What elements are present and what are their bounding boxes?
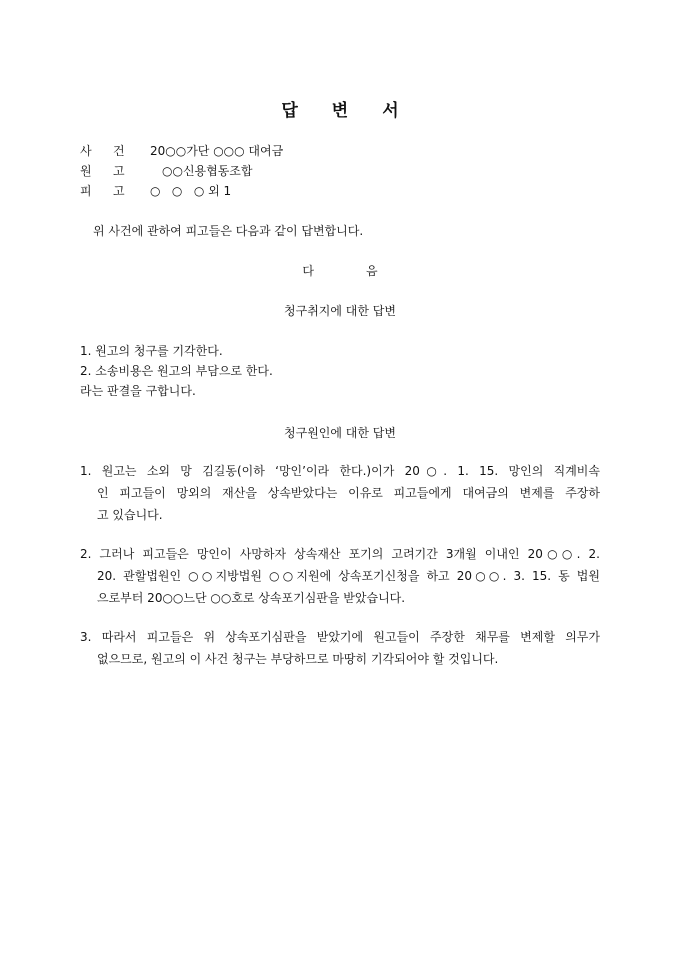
below-heading-char-2: 음	[366, 264, 378, 278]
caption-plaintiff-label-1: 원	[80, 164, 92, 178]
caption-case-value: 20○○가단 ○○○ 대여금	[150, 144, 284, 158]
para1-line-1: 1. 원고는 소외 망 김길동(이하 ‘망인’이라 한다.)이가 20○. 1. 15. 망인의 직계비속	[80, 464, 600, 478]
below-heading	[0, 262, 680, 280]
caption-defendant-value: ○ ○ ○ 외 1	[150, 184, 232, 198]
section1-closing: 라는 판결을 구합니다.	[80, 384, 196, 398]
para2-line-3: 으로부터 20○○느단 ○○호로 상속포기심판을 받았습니다.	[97, 591, 406, 605]
document-title	[0, 96, 680, 121]
section1-item-1: 1. 원고의 청구를 기각한다.	[80, 344, 223, 358]
para3-line-2: 없으므로, 원고의 이 사건 청구는 부당하므로 마땅히 기각되어야 할 것입니다.	[97, 652, 499, 666]
para3-line-1: 3. 따라서 피고들은 위 상속포기심판을 받았기에 원고들이 주장한 채무를 변제할 의무가	[80, 630, 600, 644]
caption-case-label-2: 건	[113, 144, 125, 158]
section1-heading: 청구취지에 대한 답변	[284, 304, 396, 318]
para2-line-2: 20. 관할법원인 ○○지방법원 ○○지원에 상속포기신청을 하고 20○○. 3. 15. 동 법원	[97, 569, 600, 583]
title-char-3: 서	[382, 101, 399, 121]
para2-line-1: 2. 그러나 피고들은 망인이 사망하자 상속재산 포기의 고려기간 3개월 이내인 20○○. 2.	[80, 547, 600, 561]
section2-heading: 청구원인에 대한 답변	[284, 426, 396, 440]
section1-item-2: 2. 소송비용은 원고의 부담으로 한다.	[80, 364, 273, 378]
para1-line-2: 인 피고들이 망외의 재산을 상속받았다는 이유로 피고들에게 대여금의 변제를 주장하	[97, 486, 600, 500]
below-heading-char-1: 다	[302, 264, 314, 278]
caption-plaintiff-label-2: 고	[113, 164, 125, 178]
caption-defendant-label-1: 피	[80, 184, 92, 198]
caption-case-label-1: 사	[80, 144, 92, 158]
title-char-2: 변	[331, 101, 349, 121]
caption-defendant-label-2: 고	[113, 184, 125, 198]
title-char-1: 답	[281, 101, 298, 121]
para1-line-3: 고 있습니다.	[97, 508, 163, 522]
caption-plaintiff-value: ○○신용협동조합	[162, 164, 253, 178]
intro-text: 위 사건에 관하여 피고들은 다음과 같이 답변합니다.	[93, 224, 364, 238]
